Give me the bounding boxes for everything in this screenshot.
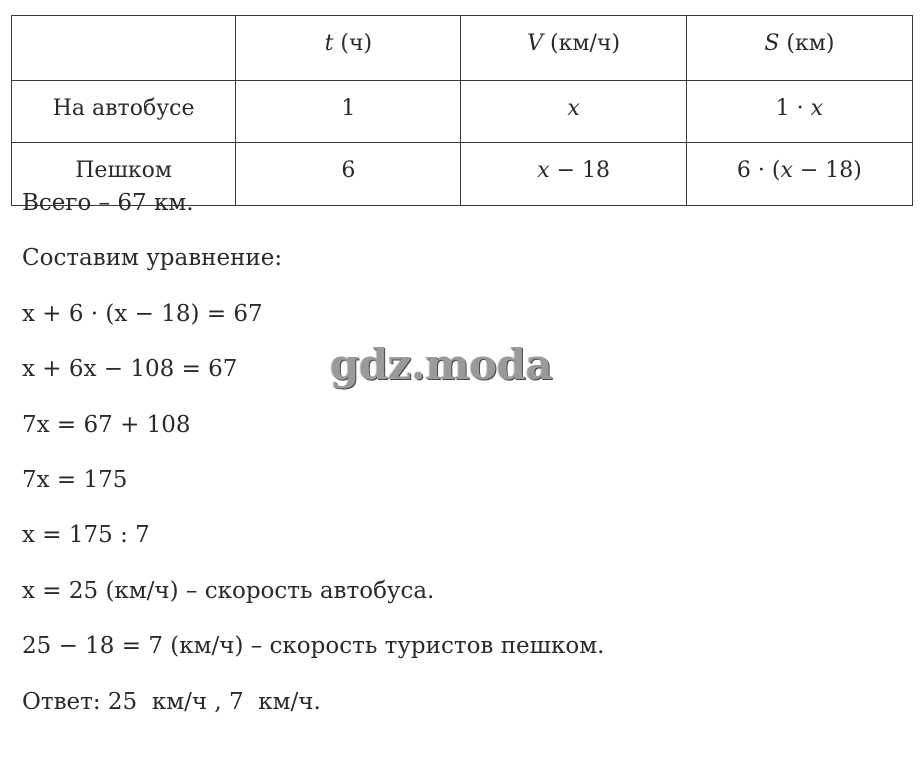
table-header-row xyxy=(12,16,913,81)
row-speed-var: x xyxy=(537,158,550,183)
row-distance-pre: 1 · xyxy=(775,95,811,121)
row-distance xyxy=(686,81,912,143)
bus-speed-line: x = 25 (км/ч) – скорость автобуса. xyxy=(22,577,435,604)
speed-unit: (км/ч) xyxy=(543,31,621,56)
time-unit: (ч) xyxy=(333,31,373,56)
equation-line-1: x + 6 · (x − 18) = 67 xyxy=(22,300,263,327)
row-speed-post: − 18 xyxy=(549,158,611,183)
solution-block xyxy=(22,186,604,740)
row-speed-var: x xyxy=(567,95,580,121)
row-distance-var: x xyxy=(810,95,824,121)
row-label: Пешком xyxy=(12,143,236,206)
speed-var: V xyxy=(527,31,544,56)
row-distance-pre: 6 · ( xyxy=(736,158,781,183)
compose-line: Составим уравнение: xyxy=(22,245,283,272)
equation-line-3: 7x = 67 + 108 xyxy=(22,411,191,438)
time-var: t xyxy=(324,31,334,56)
equation-line-4: 7x = 175 xyxy=(22,466,128,493)
header-cell-empty xyxy=(12,16,236,81)
motion-table xyxy=(11,15,913,206)
total-line: Всего – 67 км. xyxy=(22,190,194,216)
row-label: На автобусе xyxy=(12,81,236,143)
row-time: 1 xyxy=(236,81,461,143)
distance-var: S xyxy=(764,31,780,56)
header-cell-speed xyxy=(461,16,686,81)
table-row xyxy=(12,81,913,143)
equation-line-5: x = 175 : 7 xyxy=(22,522,150,549)
walk-speed-line: 25 − 18 = 7 (км/ч) – скорость туристов пешком. xyxy=(22,633,605,660)
distance-unit: (км) xyxy=(779,31,835,56)
row-distance xyxy=(686,143,912,206)
row-speed xyxy=(461,81,686,143)
row-distance-post: − 18) xyxy=(792,158,862,183)
answer-line: Ответ: 25 км/ч , 7 км/ч. xyxy=(22,688,321,715)
header-cell-distance xyxy=(686,16,912,81)
row-time: 6 xyxy=(236,143,461,206)
row-distance-var: x xyxy=(780,158,793,183)
watermark-logo: gdz.moda xyxy=(330,340,553,389)
header-cell-time xyxy=(236,16,461,81)
equation-line-2: x + 6x − 108 = 67 xyxy=(22,356,238,383)
